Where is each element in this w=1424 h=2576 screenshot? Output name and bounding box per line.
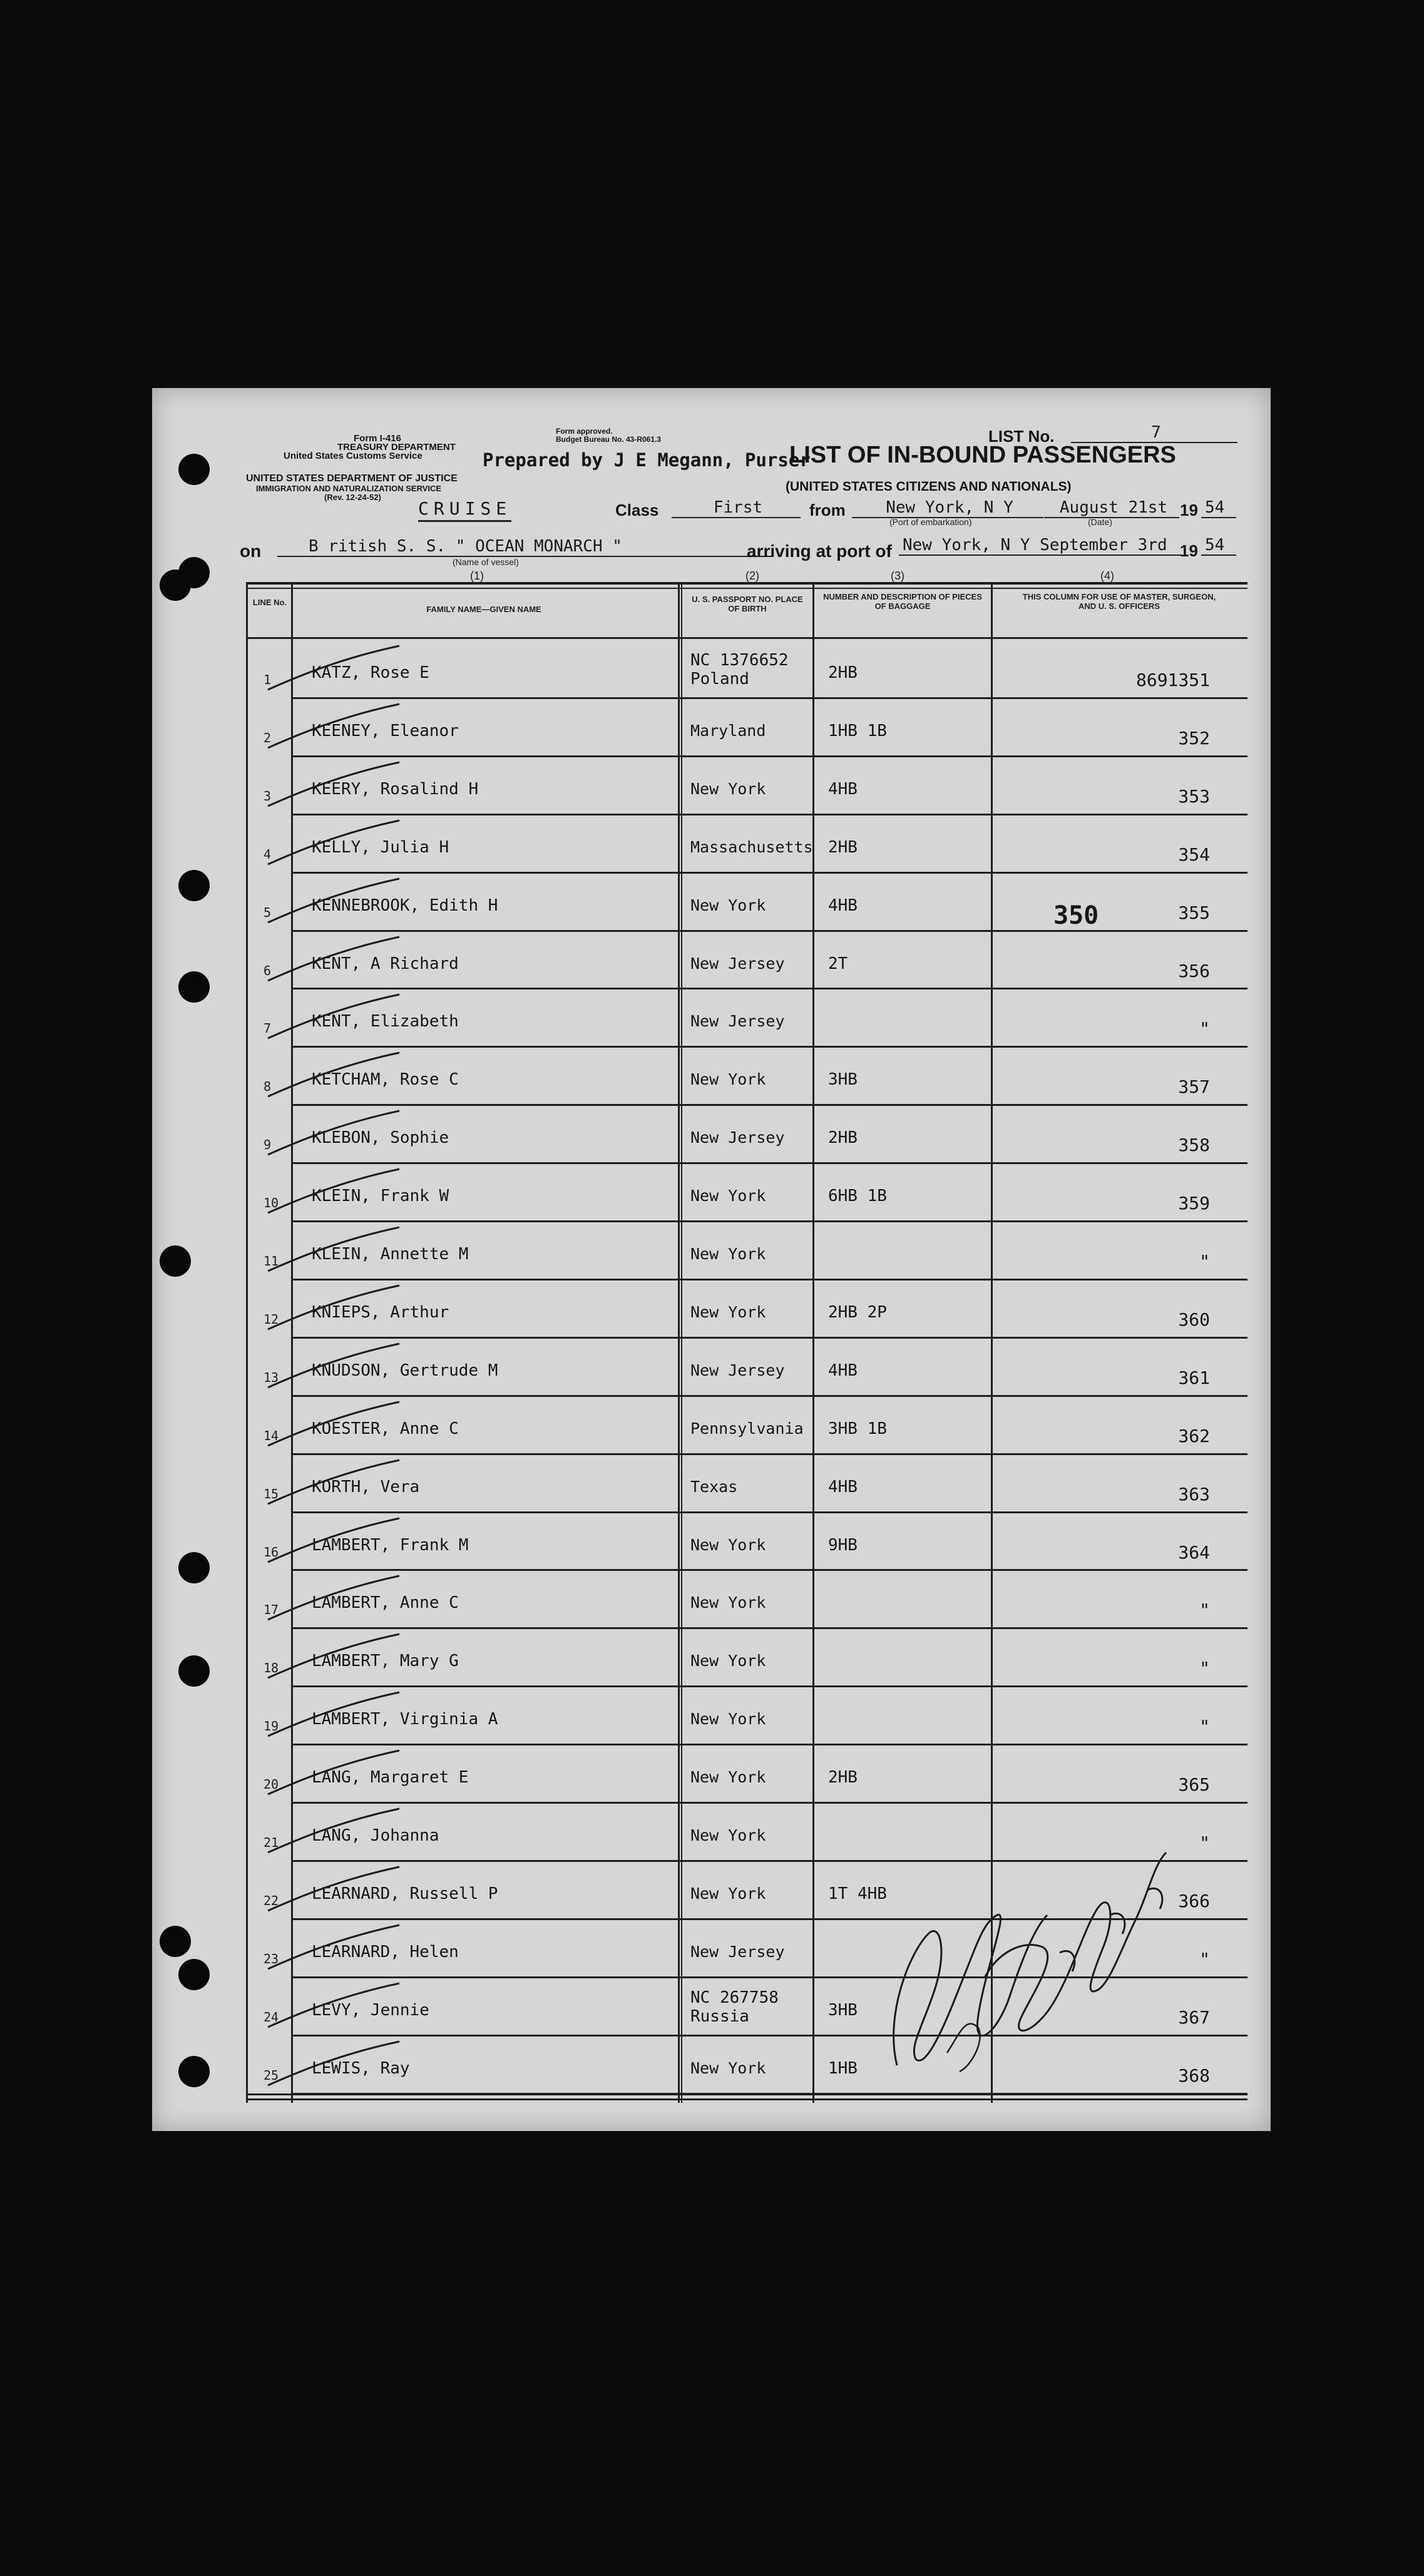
place-of-birth: New York <box>690 1187 766 1205</box>
place-of-birth: New York <box>690 1303 766 1321</box>
row-number: 4 <box>264 847 272 862</box>
table-top-border <box>246 582 1247 585</box>
passenger-name: LEARNARD, Helen <box>312 1943 459 1961</box>
officer-code: 368 <box>1178 2065 1210 2086</box>
check-mark-icon <box>265 759 402 809</box>
passenger-name: KEERY, Rosalind H <box>312 780 479 799</box>
embarkation-port: New York, N Y <box>852 498 1043 518</box>
officer-code: " <box>1199 1658 1210 1679</box>
punch-hole <box>160 1245 191 1277</box>
baggage-description: 2HB <box>828 1768 858 1787</box>
officer-code: " <box>1199 1251 1210 1272</box>
form-approved: Form approved. <box>556 427 613 436</box>
year-prefix: 19 <box>1180 501 1198 519</box>
row-divider <box>293 1744 1247 1745</box>
manifest-page <box>152 388 1271 2131</box>
passport-divider <box>812 582 814 2103</box>
customs-service: United States Customs Service <box>284 451 423 461</box>
passenger-name: KLEIN, Frank W <box>312 1187 449 1205</box>
baggage-description: 9HB <box>828 1536 858 1555</box>
baggage-description: 3HB <box>828 1070 858 1089</box>
row-divider <box>293 988 1247 989</box>
officer-code: 359 <box>1178 1193 1210 1214</box>
row-number: 9 <box>264 1137 272 1152</box>
row-divider <box>293 1104 1247 1106</box>
class-value: First <box>672 498 801 518</box>
baggage-description: 2HB <box>828 838 858 857</box>
officer-code: 363 <box>1178 1484 1210 1505</box>
punch-hole <box>178 1959 210 1990</box>
row-number: 8 <box>264 1079 272 1094</box>
officer-code: 360 <box>1178 1309 1210 1330</box>
check-mark-icon <box>265 1806 402 1856</box>
place-of-birth: Texas <box>690 1478 738 1496</box>
check-mark-icon <box>265 1631 402 1681</box>
check-mark-icon <box>265 1864 402 1914</box>
officer-code: " <box>1199 1716 1210 1737</box>
place-of-birth: New York <box>690 780 766 798</box>
column-marker-1: (1) <box>470 570 484 582</box>
officer-code: 367 <box>1178 2007 1210 2028</box>
row-divider <box>293 1569 1247 1571</box>
officer-code: " <box>1199 1832 1210 1853</box>
place-of-birth: New York <box>690 1536 766 1554</box>
passenger-name: LAMBERT, Frank M <box>312 1536 469 1555</box>
officer-code: 356 <box>1178 961 1210 981</box>
punch-hole <box>178 971 210 1003</box>
column-marker-4: (4) <box>1100 570 1114 582</box>
check-mark-icon <box>265 2038 402 2088</box>
passenger-name: KORTH, Vera <box>312 1478 420 1496</box>
officer-code: " <box>1199 1600 1210 1620</box>
passenger-name: LANG, Margaret E <box>312 1768 469 1787</box>
table-bottom-border-inner <box>246 2098 1247 2100</box>
row-5-annotation: 350 <box>1053 901 1099 930</box>
place-of-birth: Russia <box>690 2007 749 2026</box>
place-of-birth: New York <box>690 1070 766 1088</box>
row-number: 12 <box>264 1312 279 1327</box>
passenger-table <box>246 582 1247 2103</box>
baggage-description: 2HB <box>828 663 858 682</box>
form-number: Form I-416 <box>354 433 401 444</box>
place-of-birth: Massachusetts <box>690 838 813 856</box>
cruise-label: CRUISE <box>418 498 511 522</box>
place-of-birth: New Jersey <box>690 1012 785 1030</box>
passenger-name: LEVY, Jennie <box>312 2001 429 2020</box>
embarkation-caption: (Port of embarkation) <box>889 517 972 527</box>
punch-hole <box>178 454 210 485</box>
form-title: LIST OF IN-BOUND PASSENGERS <box>789 442 1176 468</box>
passenger-name: LANG, Johanna <box>312 1826 439 1845</box>
baggage-description: 4HB <box>828 1361 858 1380</box>
vessel-name: B ritish S. S. " OCEAN MONARCH " <box>277 537 772 557</box>
row-number: 22 <box>264 1893 279 1908</box>
from-label: from <box>809 501 846 519</box>
column-marker-3: (3) <box>891 570 904 582</box>
row-divider <box>293 1279 1247 1280</box>
passenger-name: KELLY, Julia H <box>312 838 449 857</box>
passenger-name: KENT, Elizabeth <box>312 1012 459 1031</box>
baggage-description: 2HB 2P <box>828 1303 887 1322</box>
row-number: 19 <box>264 1719 279 1734</box>
row-number: 11 <box>264 1254 279 1269</box>
passenger-name: KENT, A Richard <box>312 954 459 973</box>
row-divider <box>293 1162 1247 1164</box>
handwritten-signature <box>872 1827 1197 2090</box>
year-value: 54 <box>1201 498 1236 518</box>
passenger-name: LAMBERT, Virginia A <box>312 1710 498 1729</box>
check-mark-icon <box>265 1108 402 1158</box>
immigration-service: IMMIGRATION AND NATURALIZATION SERVICE <box>256 484 442 493</box>
row-divider <box>293 1627 1247 1629</box>
place-of-birth: New York <box>690 1245 766 1263</box>
row-divider <box>293 1220 1247 1222</box>
baggage-description: 4HB <box>828 896 858 915</box>
place-of-birth: New York <box>690 2059 766 2077</box>
name-divider <box>678 582 680 2103</box>
passenger-name: KLEIN, Annette M <box>312 1245 469 1264</box>
arrival-port-date: New York, N Y September 3rd <box>899 536 1182 556</box>
place-of-birth: New York <box>690 1768 766 1786</box>
row-number: 10 <box>264 1195 279 1210</box>
check-mark-icon <box>265 1922 402 1972</box>
check-mark-icon <box>265 1573 402 1623</box>
baggage-description: 2T <box>828 954 848 973</box>
baggage-description: 4HB <box>828 1478 858 1496</box>
date-caption: (Date) <box>1088 517 1112 527</box>
row-divider <box>293 1337 1247 1339</box>
check-mark-icon <box>265 817 402 867</box>
row-number: 5 <box>264 905 272 920</box>
place-of-birth: Pennsylvania <box>690 1419 804 1438</box>
baggage-description: 1T 4HB <box>828 1884 887 1903</box>
place-of-birth: Poland <box>690 670 749 688</box>
row-divider <box>293 2093 1247 2095</box>
row-divider <box>293 1453 1247 1455</box>
officer-code: 361 <box>1178 1367 1210 1388</box>
place-of-birth: New York <box>690 1826 766 1844</box>
passenger-name: KOESTER, Anne C <box>312 1419 459 1438</box>
row-number: 21 <box>264 1835 279 1850</box>
check-mark-icon <box>265 1689 402 1739</box>
column-header-passport: U. S. PASSPORT NO. PLACE OF BIRTH <box>692 595 803 613</box>
row-number: 13 <box>264 1370 279 1385</box>
embarkation-date: August 21st <box>1044 498 1179 518</box>
officer-code: 353 <box>1178 786 1210 807</box>
punch-hole <box>160 1926 191 1957</box>
row-number: 16 <box>264 1545 279 1560</box>
table-top-border-inner <box>246 588 1247 589</box>
punch-hole <box>178 1655 210 1687</box>
row-number: 14 <box>264 1428 279 1443</box>
prepared-by: Prepared by J E Megann, Purser <box>483 449 811 471</box>
place-of-birth: Maryland <box>690 722 766 740</box>
budget-bureau: Budget Bureau No. 43-R061.3 <box>556 435 662 444</box>
row-divider <box>293 1685 1247 1687</box>
officer-code: 354 <box>1178 844 1210 865</box>
officer-code: 8691351 <box>1135 670 1210 690</box>
row-divider <box>293 697 1247 699</box>
passenger-name: KLEBON, Sophie <box>312 1128 449 1147</box>
row-number: 7 <box>264 1021 272 1036</box>
baggage-description: 2HB <box>828 1128 858 1147</box>
list-no-value: 7 <box>1071 423 1237 443</box>
officer-code: 364 <box>1178 1542 1210 1563</box>
row-divider <box>293 1395 1247 1397</box>
column-header-baggage: NUMBER AND DESCRIPTION OF PIECES OF BAGGAGE <box>823 592 982 611</box>
baggage-description: 3HB <box>828 2001 858 2020</box>
place-of-birth: New York <box>690 1710 766 1728</box>
passport-number: NC 267758 <box>690 1988 779 2007</box>
passport-number: NC 1376652 <box>690 651 789 670</box>
name-divider-2 <box>681 582 682 2103</box>
punch-hole <box>178 870 210 901</box>
passenger-name: LAMBERT, Mary G <box>312 1652 459 1670</box>
row-divider <box>293 930 1247 932</box>
row-number: 1 <box>264 672 272 687</box>
place-of-birth: New Jersey <box>690 1128 785 1147</box>
officer-code: 365 <box>1178 1774 1210 1795</box>
punch-hole <box>160 570 191 601</box>
punch-hole <box>178 2056 210 2087</box>
passenger-name: LAMBERT, Anne C <box>312 1593 459 1612</box>
passenger-name: KENNEBROOK, Edith H <box>312 896 498 915</box>
form-subtitle: (UNITED STATES CITIZENS AND NATIONALS) <box>786 479 1072 494</box>
treasury-department: TREASURY DEPARTMENT <box>337 442 456 452</box>
row-number: 17 <box>264 1602 279 1617</box>
passenger-name: KETCHAM, Rose C <box>312 1070 459 1089</box>
check-mark-icon <box>265 1747 402 1797</box>
officer-code: 352 <box>1178 728 1210 749</box>
row-divider <box>293 1802 1247 1804</box>
on-label: on <box>240 541 262 561</box>
check-mark-icon <box>265 1341 402 1391</box>
vessel-caption: (Name of vessel) <box>453 557 519 567</box>
check-mark-icon <box>265 934 402 984</box>
department-of-justice: UNITED STATES DEPARTMENT OF JUSTICE <box>246 473 458 484</box>
column-header-name: FAMILY NAME—GIVEN NAME <box>426 605 541 614</box>
arriving-label: arriving at port of <box>747 541 892 561</box>
row-divider <box>293 755 1247 757</box>
row-number: 25 <box>264 2068 279 2083</box>
place-of-birth: New Jersey <box>690 954 785 973</box>
passenger-name: KNIEPS, Arthur <box>312 1303 449 1322</box>
row-number: 23 <box>264 1951 279 1966</box>
place-of-birth: New York <box>690 1884 766 1903</box>
row-number: 15 <box>264 1486 279 1501</box>
place-of-birth: New Jersey <box>690 1943 785 1961</box>
officer-code: 355 <box>1178 902 1210 923</box>
table-header-border <box>246 637 1247 639</box>
passenger-name: KEENEY, Eleanor <box>312 722 459 740</box>
row-number: 2 <box>264 730 272 745</box>
place-of-birth: New Jersey <box>690 1361 785 1379</box>
officer-code: 362 <box>1178 1426 1210 1446</box>
table-left-border <box>246 582 248 2103</box>
officer-code: " <box>1199 1949 1210 1970</box>
class-label: Class <box>615 501 659 519</box>
baggage-description: 1HB <box>828 2059 858 2078</box>
check-mark-icon <box>265 1457 402 1507</box>
officer-code: 366 <box>1178 1891 1210 1911</box>
list-no-label: LIST No. <box>988 427 1055 446</box>
officer-code: 357 <box>1178 1076 1210 1097</box>
place-of-birth: New York <box>690 1652 766 1670</box>
row-divider <box>293 1511 1247 1513</box>
place-of-birth: New York <box>690 896 766 914</box>
check-mark-icon <box>265 1224 402 1274</box>
row-number: 24 <box>264 2010 279 2025</box>
row-number: 3 <box>264 789 272 804</box>
check-mark-icon <box>265 701 402 751</box>
check-mark-icon <box>265 991 402 1041</box>
check-mark-icon <box>265 1980 402 2030</box>
place-of-birth: New York <box>690 1593 766 1612</box>
punch-hole <box>178 1552 210 1583</box>
baggage-description: 6HB 1B <box>828 1187 887 1205</box>
passenger-name: KATZ, Rose E <box>312 663 429 682</box>
passenger-name: KNUDSON, Gertrude M <box>312 1361 498 1380</box>
arrival-year: 54 <box>1201 536 1236 556</box>
row-number: 20 <box>264 1777 279 1792</box>
column-header-officers: THIS COLUMN FOR USE OF MASTER, SURGEON, AND U. S. OFFICERS <box>1022 592 1216 611</box>
check-mark-icon <box>265 1399 402 1449</box>
row-number: 6 <box>264 963 272 978</box>
row-divider <box>293 872 1247 874</box>
check-mark-icon <box>265 643 402 693</box>
passenger-name: LEWIS, Ray <box>312 2059 410 2078</box>
arrival-year-prefix: 19 <box>1180 541 1198 560</box>
row-divider <box>293 1046 1247 1048</box>
officer-code: " <box>1199 1018 1210 1039</box>
check-mark-icon <box>265 1282 402 1332</box>
baggage-description: 3HB 1B <box>828 1419 887 1438</box>
row-divider <box>293 814 1247 815</box>
officer-code: 358 <box>1178 1135 1210 1155</box>
form-revision: (Rev. 12-24-52) <box>324 493 381 502</box>
baggage-description: 4HB <box>828 780 858 799</box>
check-mark-icon <box>265 1166 402 1216</box>
check-mark-icon <box>265 1050 402 1100</box>
column-marker-2: (2) <box>745 570 759 582</box>
baggage-description: 1HB 1B <box>828 722 887 740</box>
column-header-line-no: LINE No. <box>252 598 287 607</box>
row-number: 18 <box>264 1660 279 1675</box>
check-mark-icon <box>265 876 402 926</box>
check-mark-icon <box>265 1515 402 1565</box>
passenger-name: LEARNARD, Russell P <box>312 1884 498 1903</box>
